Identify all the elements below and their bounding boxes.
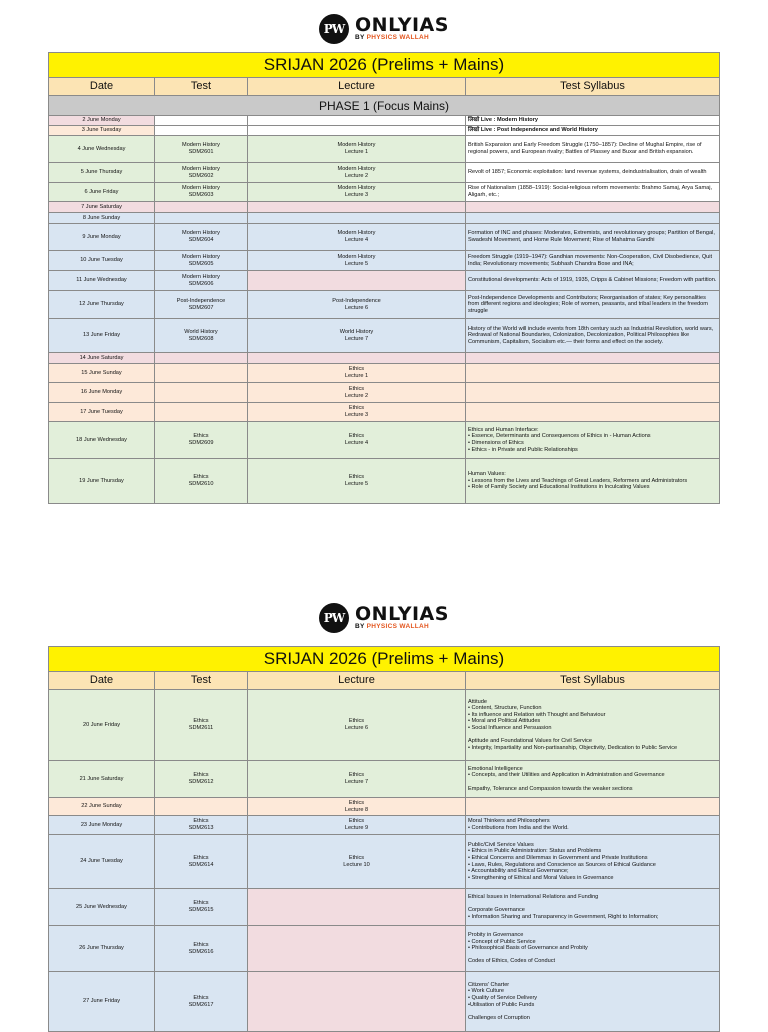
schedule-row xyxy=(49,690,720,761)
syllabus-cell: History of the World will include events from 18th century such as Industrial Revolution, world wars, Redrawal of National Boundaries, Colonization, Decolonization, Political Philosophies like Communism, Capitalism, Socialism etc.— their forms and effect on the society. xyxy=(466,319,720,353)
test-cell xyxy=(155,403,248,422)
schedule-row xyxy=(49,251,720,271)
date-cell: 8 June Sunday xyxy=(49,213,155,224)
lecture-cell: World History Lecture 7 xyxy=(248,319,466,353)
schedule-row xyxy=(49,319,720,353)
lecture-cell xyxy=(248,271,466,291)
header-date: Date xyxy=(49,672,155,690)
lecture-cell: Ethics Lecture 1 xyxy=(248,364,466,383)
schedule-table-page-1 xyxy=(48,52,720,504)
schedule-row xyxy=(49,364,720,383)
syllabus-cell xyxy=(466,213,720,224)
lecture-cell: Modern History Lecture 2 xyxy=(248,163,466,183)
schedule-row xyxy=(49,835,720,889)
test-cell: World History SDM2608 xyxy=(155,319,248,353)
lecture-cell: Post-Independence Lecture 6 xyxy=(248,291,466,319)
schedule-row xyxy=(49,291,720,319)
schedule-row xyxy=(49,202,720,213)
date-cell: 11 June Wednesday xyxy=(49,271,155,291)
syllabus-cell: लिखो Live : Modern History xyxy=(466,116,720,126)
header-date: Date xyxy=(49,78,155,96)
lecture-cell: Ethics Lecture 8 xyxy=(248,798,466,816)
syllabus-cell xyxy=(466,798,720,816)
lecture-cell: Ethics Lecture 9 xyxy=(248,816,466,835)
schedule-row xyxy=(49,183,720,202)
pw-logo-icon: PW xyxy=(319,14,349,44)
test-cell xyxy=(155,126,248,136)
header-test: Test xyxy=(155,672,248,690)
syllabus-cell: Post-Independence Developments and Contributors; Reorganisation of states; Key personalities from different regions and ideologies; Role of women, peasants, and tribal leaders in the freedom struggle xyxy=(466,291,720,319)
syllabus-cell xyxy=(466,364,720,383)
test-cell: Ethics SDM2617 xyxy=(155,972,248,1032)
test-cell: Modern History SDM2606 xyxy=(155,271,248,291)
header-syllabus: Test Syllabus xyxy=(466,78,720,96)
lecture-cell: Modern History Lecture 5 xyxy=(248,251,466,271)
schedule-row xyxy=(49,889,720,926)
date-cell: 17 June Tuesday xyxy=(49,403,155,422)
date-cell: 6 June Friday xyxy=(49,183,155,202)
date-cell: 19 June Thursday xyxy=(49,459,155,504)
syllabus-cell: Revolt of 1857; Economic exploitation: land revenue systems, deindustrialisation, drain of wealth xyxy=(466,163,720,183)
lecture-cell: Ethics Lecture 2 xyxy=(248,383,466,403)
schedule-title: SRIJAN 2026 (Prelims + Mains) xyxy=(49,647,720,672)
test-cell: Ethics SDM2612 xyxy=(155,761,248,798)
schedule-row xyxy=(49,213,720,224)
test-cell: Ethics SDM2613 xyxy=(155,816,248,835)
date-cell: 9 June Monday xyxy=(49,224,155,251)
schedule-row xyxy=(49,163,720,183)
date-cell: 14 June Saturday xyxy=(49,353,155,364)
test-cell xyxy=(155,353,248,364)
test-cell xyxy=(155,798,248,816)
lecture-cell: Ethics Lecture 6 xyxy=(248,690,466,761)
syllabus-cell: Freedom Struggle (1919–1947): Gandhian movements: Non-Cooperation, Civil Disobedience, Quit India; Revolutionary movements; Subhash Chandra Bose and INA; xyxy=(466,251,720,271)
brand-name: ONLYIAS xyxy=(355,603,449,626)
test-cell: Ethics SDM2609 xyxy=(155,422,248,459)
schedule-row xyxy=(49,224,720,251)
schedule-row xyxy=(49,116,720,126)
schedule-row xyxy=(49,383,720,403)
syllabus-cell: Citizens' Charter • Work Culture • Quality of Service Delivery •Utilisation of Public Funds Challenges of Corruption xyxy=(466,972,720,1032)
lecture-cell: Ethics Lecture 4 xyxy=(248,422,466,459)
header-test: Test xyxy=(155,78,248,96)
brand-name: ONLYIAS xyxy=(355,14,449,37)
lecture-cell xyxy=(248,353,466,364)
date-cell: 10 June Tuesday xyxy=(49,251,155,271)
lecture-cell: Modern History Lecture 3 xyxy=(248,183,466,202)
lecture-cell xyxy=(248,116,466,126)
logo-header xyxy=(0,7,768,51)
schedule-row xyxy=(49,459,720,504)
schedule-row xyxy=(49,271,720,291)
syllabus-cell: Constitutional developments: Acts of 1919, 1935, Cripps & Cabinet Missions; Freedom with partition. xyxy=(466,271,720,291)
test-cell xyxy=(155,364,248,383)
test-cell: Modern History SDM2602 xyxy=(155,163,248,183)
syllabus-cell: Public/Civil Service Values • Ethics in Public Administration: Status and Problems • Ethical Concerns and Dilemmas in Government and Private Institutions • Laws, Rules, Regulations and Conscience as Sources of Ethical Guidance • Accountability and Ethical Governance; • Strengthening of Ethical and Moral Values in Governance xyxy=(466,835,720,889)
syllabus-cell: Emotional Intelligence • Concepts, and their Utilities and Application in Administration and Governance Empathy, Tolerance and Compassion towards the weaker sections xyxy=(466,761,720,798)
date-cell: 23 June Monday xyxy=(49,816,155,835)
schedule-title: SRIJAN 2026 (Prelims + Mains) xyxy=(49,53,720,78)
syllabus-cell: Formation of INC and phases: Moderates, Extremists, and revolutionary groups; Partition of Bengal, Swadeshi Movement, and Home Rule Movement; Rise of Mahatma Gandhi xyxy=(466,224,720,251)
test-cell xyxy=(155,202,248,213)
syllabus-cell xyxy=(466,202,720,213)
header-syllabus: Test Syllabus xyxy=(466,672,720,690)
test-cell: Modern History SDM2605 xyxy=(155,251,248,271)
date-cell: 18 June Wednesday xyxy=(49,422,155,459)
date-cell: 25 June Wednesday xyxy=(49,889,155,926)
test-cell xyxy=(155,116,248,126)
syllabus-cell: Ethics and Human Interface: • Essence, Determinants and Consequences of Ethics in - Human Actions • Dimensions of Ethics • Ethics - in Private and Public Relationships xyxy=(466,422,720,459)
schedule-row xyxy=(49,136,720,163)
pw-logo-icon: PW xyxy=(319,603,349,633)
syllabus-cell: Attitude • Content, Structure, Function • Its influence and Relation with Thought and Behaviour • Moral and Political Attitudes • Social Influence and Persuasion Aptitude and Foundational Values for Civil Service • Integrity, Impartiality and Non-partisanship, Objectivity, Dedication to Public Service xyxy=(466,690,720,761)
test-cell: Modern History SDM2601 xyxy=(155,136,248,163)
schedule-row xyxy=(49,816,720,835)
lecture-cell: Ethics Lecture 7 xyxy=(248,761,466,798)
syllabus-cell xyxy=(466,353,720,364)
lecture-cell: Modern History Lecture 4 xyxy=(248,224,466,251)
syllabus-cell: British Expansion and Early Freedom Struggle (1750–1857): Decline of Mughal Empire, rise of regional powers, and European rivalry; Battles of Plassey and Buxar and British expansion. xyxy=(466,136,720,163)
date-cell: 21 June Saturday xyxy=(49,761,155,798)
header-lecture: Lecture xyxy=(248,78,466,96)
test-cell xyxy=(155,383,248,403)
lecture-cell: Ethics Lecture 10 xyxy=(248,835,466,889)
schedule-row xyxy=(49,798,720,816)
lecture-cell xyxy=(248,889,466,926)
syllabus-cell: Ethical Issues in International Relations and Funding Corporate Governance • Information Sharing and Transparency in Government, Right to Information; xyxy=(466,889,720,926)
brand-subtitle: BY PHYSICS WALLAH xyxy=(355,623,429,631)
schedule-row xyxy=(49,972,720,1032)
syllabus-cell: Rise of Nationalism (1858–1919): Social-religious reform movements: Brahmo Samaj, Arya Samaj, Aligarh, etc.; xyxy=(466,183,720,202)
date-cell: 27 June Friday xyxy=(49,972,155,1032)
date-cell: 16 June Monday xyxy=(49,383,155,403)
date-cell: 3 June Tuesday xyxy=(49,126,155,136)
test-cell: Ethics SDM2616 xyxy=(155,926,248,972)
date-cell: 5 June Thursday xyxy=(49,163,155,183)
lecture-cell xyxy=(248,202,466,213)
logo-header xyxy=(0,596,768,640)
test-cell: Modern History SDM2604 xyxy=(155,224,248,251)
date-cell: 15 June Sunday xyxy=(49,364,155,383)
syllabus-cell: Moral Thinkers and Philosophers • Contributions from India and the World. xyxy=(466,816,720,835)
test-cell: Ethics SDM2611 xyxy=(155,690,248,761)
date-cell: 13 June Friday xyxy=(49,319,155,353)
lecture-cell: Ethics Lecture 5 xyxy=(248,459,466,504)
lecture-cell xyxy=(248,926,466,972)
syllabus-cell xyxy=(466,383,720,403)
lecture-cell: Ethics Lecture 3 xyxy=(248,403,466,422)
syllabus-cell: लिखो Live : Post Independence and World History xyxy=(466,126,720,136)
date-cell: 26 June Thursday xyxy=(49,926,155,972)
schedule-row xyxy=(49,422,720,459)
lecture-cell xyxy=(248,213,466,224)
schedule-row xyxy=(49,761,720,798)
test-cell: Modern History SDM2603 xyxy=(155,183,248,202)
date-cell: 20 June Friday xyxy=(49,690,155,761)
test-cell: Ethics SDM2614 xyxy=(155,835,248,889)
date-cell: 24 June Tuesday xyxy=(49,835,155,889)
brand-subtitle: BY PHYSICS WALLAH xyxy=(355,34,429,42)
phase-label: PHASE 1 (Focus Mains) xyxy=(49,96,720,116)
test-cell: Ethics SDM2615 xyxy=(155,889,248,926)
schedule-row xyxy=(49,926,720,972)
syllabus-cell: Probity in Governance • Concept of Public Service • Philosophical Basis of Governance and Probity Codes of Ethics, Codes of Conduct xyxy=(466,926,720,972)
date-cell: 22 June Sunday xyxy=(49,798,155,816)
date-cell: 12 June Thursday xyxy=(49,291,155,319)
date-cell: 4 June Wednesday xyxy=(49,136,155,163)
schedule-table-page-2 xyxy=(48,646,720,1032)
header-lecture: Lecture xyxy=(248,672,466,690)
schedule-row xyxy=(49,126,720,136)
schedule-row xyxy=(49,353,720,364)
date-cell: 2 June Monday xyxy=(49,116,155,126)
lecture-cell xyxy=(248,126,466,136)
lecture-cell xyxy=(248,972,466,1032)
schedule-row xyxy=(49,403,720,422)
test-cell xyxy=(155,213,248,224)
test-cell: Post-Independence SDM2607 xyxy=(155,291,248,319)
lecture-cell: Modern History Lecture 1 xyxy=(248,136,466,163)
date-cell: 7 June Saturday xyxy=(49,202,155,213)
syllabus-cell xyxy=(466,403,720,422)
test-cell: Ethics SDM2610 xyxy=(155,459,248,504)
syllabus-cell: Human Values: • Lessons from the Lives and Teachings of Great Leaders, Reformers and Administrators • Role of Family Society and Educational Institutions in Inculcating Values xyxy=(466,459,720,504)
